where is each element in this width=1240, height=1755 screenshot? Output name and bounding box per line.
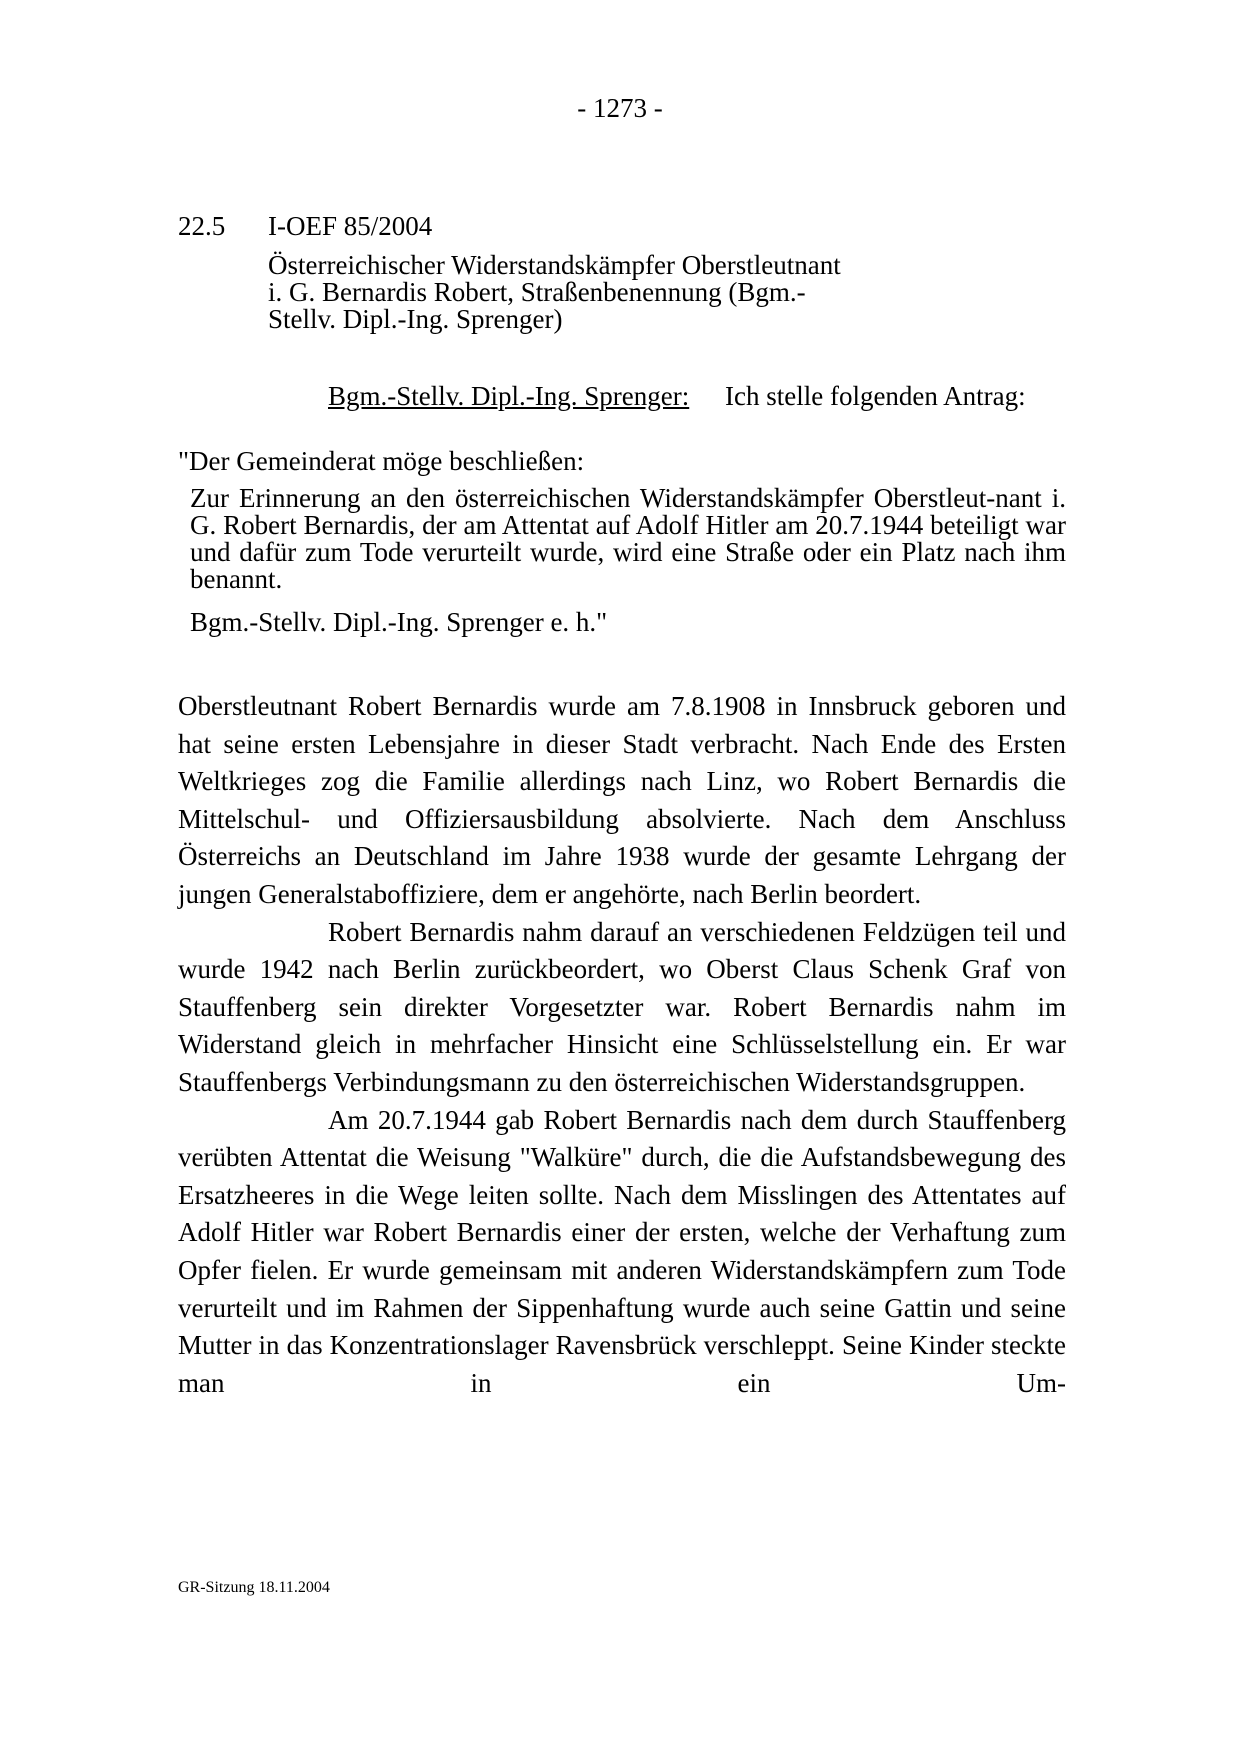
item-number: 22.5 [178, 211, 226, 241]
page-footer: GR-Sitzung 18.11.2004 [178, 1579, 330, 1596]
body-paragraph: Am 20.7.1944 gab Robert Bernardis nach dem durch Stauffenberg verübten Attentat die Weisung "Walküre" durch, die die Aufstandsbewegung des Ersatzheeres in die Wege leiten sollte. Nach dem Misslingen des Attentates auf Adolf Hitler war Robert Bernardis einer der ersten, welche der Verhaftung zum Opfer fielen. Er wurde gemeinsam mit anderen Widerstandskämpfern zum Tode verurteilt und im Rahmen der Sippenhaftung wurde auch seine Gattin und seine Mutter in das Konzentrationslager Ravensbrück verschleppt. Seine Kinder steckte man in ein Um- [178, 1104, 1066, 1398]
speaker-name: Bgm.-Stellv. Dipl.-Ing. Sprenger: [328, 381, 690, 411]
item-title-line: Österreichischer Widerstandskämpfer Oberstleutnant [268, 250, 841, 280]
item-title [268, 252, 908, 333]
agenda-item-header [178, 210, 1068, 242]
body-paragraph: Oberstleutnant Robert Bernardis wurde am 7.8.1908 in Innsbruck geboren und hat seine ersten Lebensjahre in dieser Stadt verbracht. Nach Ende des Ersten Weltkrieges zog die Familie allerdings nach Linz, wo Robert Bernardis die Mittelschul- und Offiziersausbildung absolvierte. Nach dem Anschluss Österreichs an Deutschland im Jahre 1938 wurde der gesamte Lehrgang der jungen Generalstaboffiziere, dem er angehörte, nach Berlin beordert. [178, 691, 1066, 909]
page-number: - 1273 - [577, 93, 663, 123]
item-title-line: Stellv. Dipl.-Ing. Sprenger) [268, 304, 563, 334]
body-paragraph: Robert Bernardis nahm darauf an verschiedenen Feldzügen teil und wurde 1942 nach Berlin zurückbeordert, wo Oberst Claus Schenk Graf von Stauffenberg sein direkter Vorgesetzter war. Robert Bernardis nahm im Widerstand gleich in mehrfacher Hinsicht eine Schlüsselstellung ein. Er war Stauffenbergs Verbindungsmann zu den österreichischen Widerstandsgruppen. [178, 916, 1066, 1097]
motion-intro-text: Ich stelle folgenden Antrag: [725, 381, 1026, 411]
motion-signature: Bgm.-Stellv. Dipl.-Ing. Sprenger e. h." [190, 607, 608, 637]
motion-quote-open: "Der Gemeinderat möge beschließen: [178, 446, 585, 476]
agenda-item [178, 210, 1068, 333]
motion-quote-body: Zur Erinnerung an den österreichischen Widerstandskämpfer Oberstleut-nant i. G. Robert Bernardis, der am Attentat auf Adolf Hitler am 20.7.1944 beteiligt war und dafür zum Tode verurteilt wurde, wird eine Straße oder ein Platz nach ihm benannt. [190, 483, 1066, 594]
item-reference: I-OEF 85/2004 [268, 211, 433, 241]
body-text [178, 688, 1066, 1402]
item-title-line: i. G. Bernardis Robert, Straßenbenennung (Bgm.- [268, 277, 806, 307]
